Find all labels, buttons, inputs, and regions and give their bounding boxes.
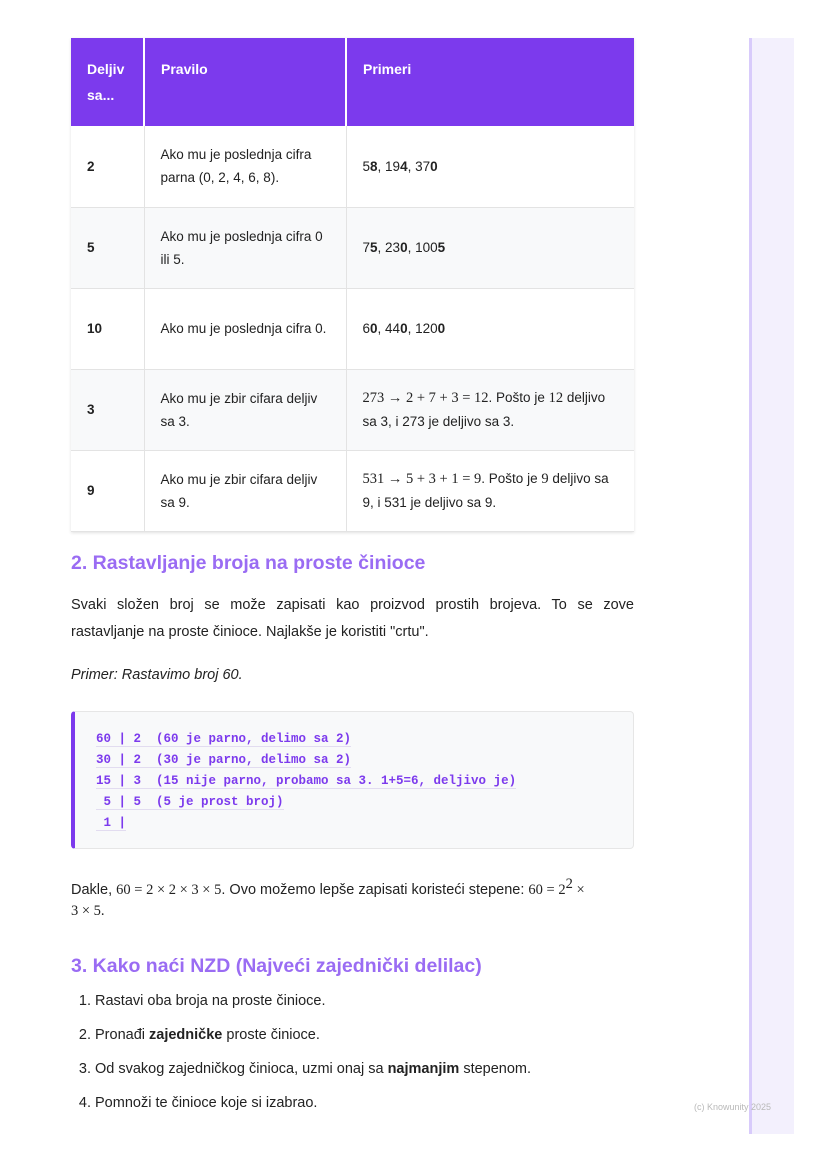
header-examples: Primeri	[346, 38, 634, 126]
divisor-cell: 3	[71, 369, 144, 450]
conclusion-line-2: 3 × 5.	[71, 903, 105, 919]
header-rule: Pravilo	[144, 38, 346, 126]
code-line: 5 | 5 (5 je prost broj)	[96, 795, 284, 809]
examples-cell: 273 → 2 + 7 + 3 = 12. Pošto je 12 deljivo sa 3, i 273 je deljivo sa 3.	[346, 369, 634, 450]
section-2-paragraph-line-1: Svaki složen broj se može zapisati kao proizvod prostih brojeva. To se zove	[71, 597, 634, 613]
header-divisible-by: Deljiv sa...	[71, 38, 144, 126]
examples-cell: 75, 230, 1005	[346, 207, 634, 288]
section-3-heading: 3. Kako naći NZD (Najveći zajednički delilac)	[71, 955, 482, 977]
factorization-code-block	[71, 711, 634, 849]
examples-cell: 58, 194, 370	[346, 126, 634, 207]
divisor-cell: 9	[71, 450, 144, 531]
table-row	[71, 450, 634, 531]
divisor-cell: 10	[71, 288, 144, 369]
rule-cell: Ako mu je poslednja cifra 0 ili 5.	[144, 207, 346, 288]
code-line: 1 |	[96, 816, 127, 830]
table-row	[71, 126, 634, 207]
table-header-row	[71, 38, 634, 126]
copyright-note: (c) Knowunity 2025	[694, 1102, 772, 1112]
table-row	[71, 369, 634, 450]
conclusion-line-1: Dakle, 60 = 2 × 2 × 3 × 5. Ovo možemo lepše zapisati koristeći stepene: $60 = 2^2$ ×	[71, 876, 585, 898]
code-line: 60 | 2 (60 je parno, delimo sa 2)	[96, 732, 352, 746]
list-item: 2. Pronađi zajedničke proste činioce.	[95, 1024, 635, 1047]
rule-cell: Ako mu je zbir cifara deljiv sa 9.	[144, 450, 346, 531]
divisibility-table	[71, 38, 634, 532]
list-item: 3. Od svakog zajedničkog činioca, uzmi onaj sa najmanjim stepenom.	[95, 1058, 635, 1081]
code-line: 30 | 2 (30 je parno, delimo sa 2)	[96, 753, 352, 767]
divisor-cell: 5	[71, 207, 144, 288]
rule-cell: Ako mu je poslednja cifra parna (0, 2, 4, 6, 8).	[144, 126, 346, 207]
section-2-heading: 2. Rastavljanje broja na proste činioce	[71, 552, 426, 574]
table-row	[71, 207, 634, 288]
rule-cell: Ako mu je poslednja cifra 0.	[144, 288, 346, 369]
code-line: 15 | 3 (15 nije parno, probamo sa 3. 1+5=6, deljivo je)	[96, 774, 517, 788]
examples-cell: 60, 440, 1200	[346, 288, 634, 369]
table-row	[71, 288, 634, 369]
nzd-steps-list	[71, 990, 635, 1126]
examples-cell: 531 → 5 + 3 + 1 = 9. Pošto je 9 deljivo sa 9, i 531 je deljivo sa 9.	[346, 450, 634, 531]
document-content	[71, 38, 634, 1111]
section-2-paragraph-line-2: rastavljanje na proste činioce. Najlakše je koristiti "crtu".	[71, 624, 429, 640]
list-item: 1. Rastavi oba broja na proste činioce.	[95, 990, 635, 1013]
divisor-cell: 2	[71, 126, 144, 207]
list-item: 4. Pomnoži te činioce koje si izabrao.	[95, 1092, 635, 1115]
rule-cell: Ako mu je zbir cifara deljiv sa 3.	[144, 369, 346, 450]
page-sidebar	[749, 38, 794, 1134]
example-caption: Primer: Rastavimo broj 60.	[71, 667, 243, 683]
